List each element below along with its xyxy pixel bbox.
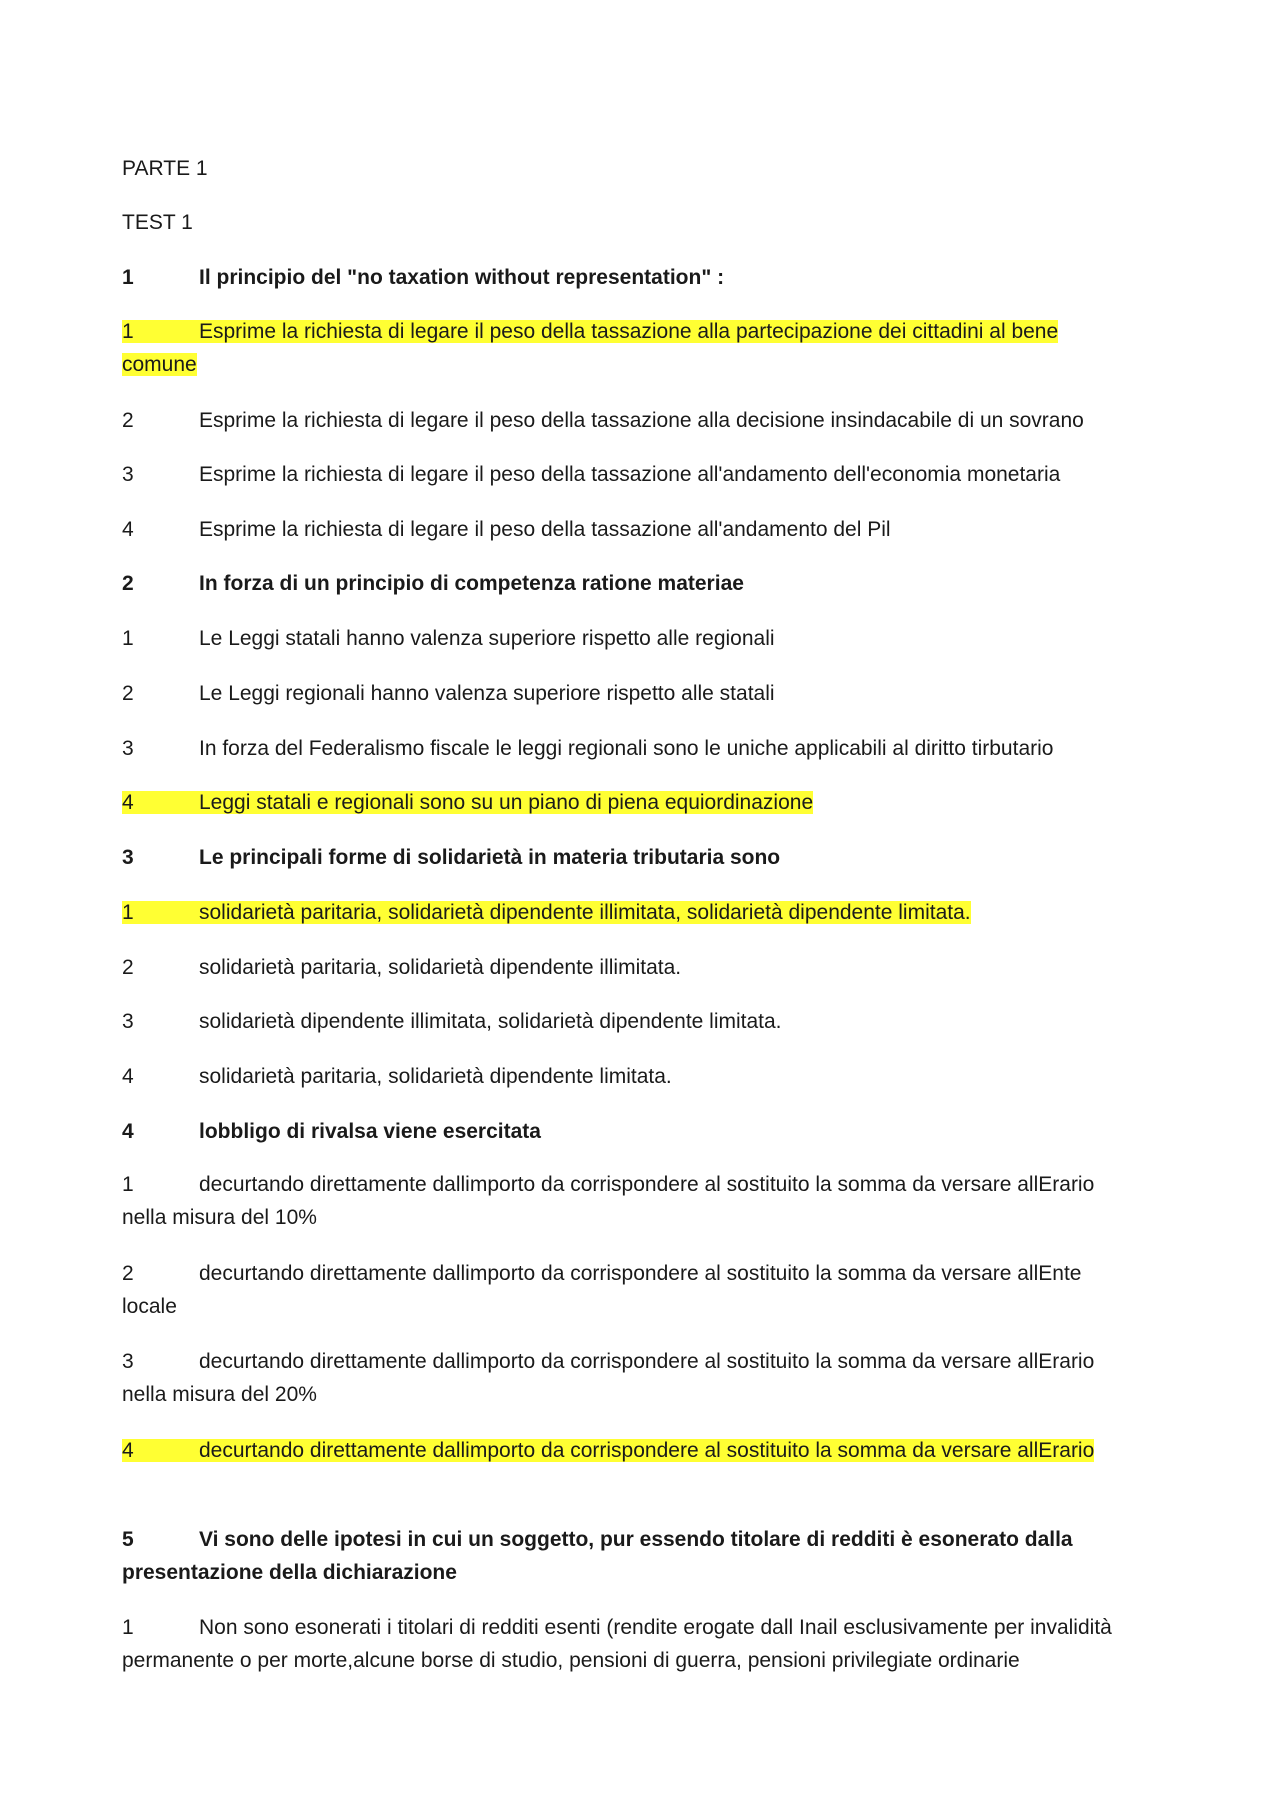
answer-text-cont: nella misura del 10%	[122, 1206, 317, 1229]
answer-text: Le Leggi regionali hanno valenza superiore rispetto alle statali	[199, 682, 775, 705]
answer-number: 1	[122, 627, 134, 650]
question-number: 5	[122, 1528, 134, 1551]
answer-number: 3	[122, 463, 134, 486]
answer-number: 1	[122, 901, 134, 924]
test-heading: TEST 1	[122, 211, 193, 234]
answer-number: 4	[122, 791, 134, 814]
answer-number: 1	[122, 1616, 134, 1639]
answer-number: 2	[122, 409, 134, 432]
answer-number: 3	[122, 1350, 134, 1373]
answer-3-1-correct	[122, 896, 1172, 929]
answer-number: 4	[122, 1065, 134, 1088]
question-5	[122, 1523, 1172, 1589]
question-number: 3	[122, 846, 134, 869]
answer-text-cont: locale	[122, 1295, 177, 1318]
answer-2-2	[122, 677, 1172, 710]
answer-1-4	[122, 513, 1172, 546]
answer-4-4-correct	[122, 1434, 1172, 1467]
question-1	[122, 261, 1172, 294]
answer-1-3	[122, 458, 1172, 491]
answer-text: Esprime la richiesta di legare il peso della tassazione alla partecipazione dei cittadini al bene	[199, 320, 1059, 343]
answer-4-1	[122, 1168, 1172, 1234]
answer-2-1	[122, 622, 1172, 655]
question-4	[122, 1115, 1172, 1148]
question-text: In forza di un principio di competenza ratione materiae	[199, 572, 744, 595]
answer-text-cont: comune	[122, 353, 197, 376]
answer-text: solidarietà paritaria, solidarietà dipendente illimitata.	[199, 956, 682, 979]
answer-text-cont: permanente o per morte,alcune borse di studio, pensioni di guerra, pensioni privilegiate ordinarie	[122, 1649, 1020, 1672]
answer-text: solidarietà dipendente illimitata, solidarietà dipendente limitata.	[199, 1010, 782, 1033]
answer-1-1-correct	[122, 315, 1172, 381]
question-2	[122, 567, 1172, 600]
answer-3-2	[122, 951, 1172, 984]
answer-3-4	[122, 1060, 1172, 1093]
answer-number: 1	[122, 1173, 134, 1196]
answer-4-2	[122, 1257, 1172, 1323]
answer-text-cont: nella misura del 20%	[122, 1383, 317, 1406]
answer-number: 3	[122, 737, 134, 760]
answer-number: 2	[122, 956, 134, 979]
question-text: lobbligo di rivalsa viene esercitata	[199, 1120, 541, 1143]
question-number: 4	[122, 1120, 134, 1143]
question-text: Vi sono delle ipotesi in cui un soggetto, pur essendo titolare di redditi è esonerato dalla	[199, 1528, 1073, 1551]
answer-2-3	[122, 732, 1172, 765]
answer-number: 2	[122, 1262, 134, 1285]
answer-text: Leggi statali e regionali sono su un piano di piena equiordinazione	[199, 791, 814, 814]
answer-number: 4	[122, 518, 134, 541]
answer-4-3	[122, 1345, 1172, 1411]
question-number: 1	[122, 266, 134, 289]
question-text-cont: presentazione della dichiarazione	[122, 1561, 457, 1584]
answer-text: In forza del Federalismo fiscale le leggi regionali sono le uniche applicabili al diritto tirbutario	[199, 737, 1054, 760]
answer-5-1	[122, 1611, 1172, 1677]
answer-number: 3	[122, 1010, 134, 1033]
part-heading: PARTE 1	[122, 157, 208, 180]
answer-text: decurtando direttamente dallimporto da corrispondere al sostituito la somma da versare allErario	[199, 1173, 1095, 1196]
answer-1-2	[122, 404, 1172, 437]
answer-text: Esprime la richiesta di legare il peso della tassazione alla decisione insindacabile di un sovrano	[199, 409, 1084, 432]
answer-number: 4	[122, 1439, 134, 1462]
answer-2-4-correct	[122, 786, 1172, 819]
answer-number: 2	[122, 682, 134, 705]
answer-text: decurtando direttamente dallimporto da corrispondere al sostituito la somma da versare allErario	[199, 1350, 1095, 1373]
answer-text: Esprime la richiesta di legare il peso della tassazione all'andamento dell'economia monetaria	[199, 463, 1061, 486]
answer-text: decurtando direttamente dallimporto da corrispondere al sostituito la somma da versare allErario	[199, 1439, 1095, 1462]
answer-text: Le Leggi statali hanno valenza superiore rispetto alle regionali	[199, 627, 775, 650]
answer-number: 1	[122, 320, 134, 343]
question-text: Il principio del "no taxation without representation" :	[199, 266, 725, 289]
question-text: Le principali forme di solidarietà in materia tributaria sono	[199, 846, 781, 869]
answer-text: decurtando direttamente dallimporto da corrispondere al sostituito la somma da versare allEnte	[199, 1262, 1082, 1285]
question-3	[122, 841, 1172, 874]
answer-text: solidarietà paritaria, solidarietà dipendente illimitata, solidarietà dipendente limitata.	[199, 901, 971, 924]
answer-3-3	[122, 1005, 1172, 1038]
answer-text: Non sono esonerati i titolari di redditi esenti (rendite erogate dall Inail esclusivamente per invalidità	[199, 1616, 1112, 1639]
answer-text: Esprime la richiesta di legare il peso della tassazione all'andamento del Pil	[199, 518, 891, 541]
answer-text: solidarietà paritaria, solidarietà dipendente limitata.	[199, 1065, 672, 1088]
question-number: 2	[122, 572, 134, 595]
